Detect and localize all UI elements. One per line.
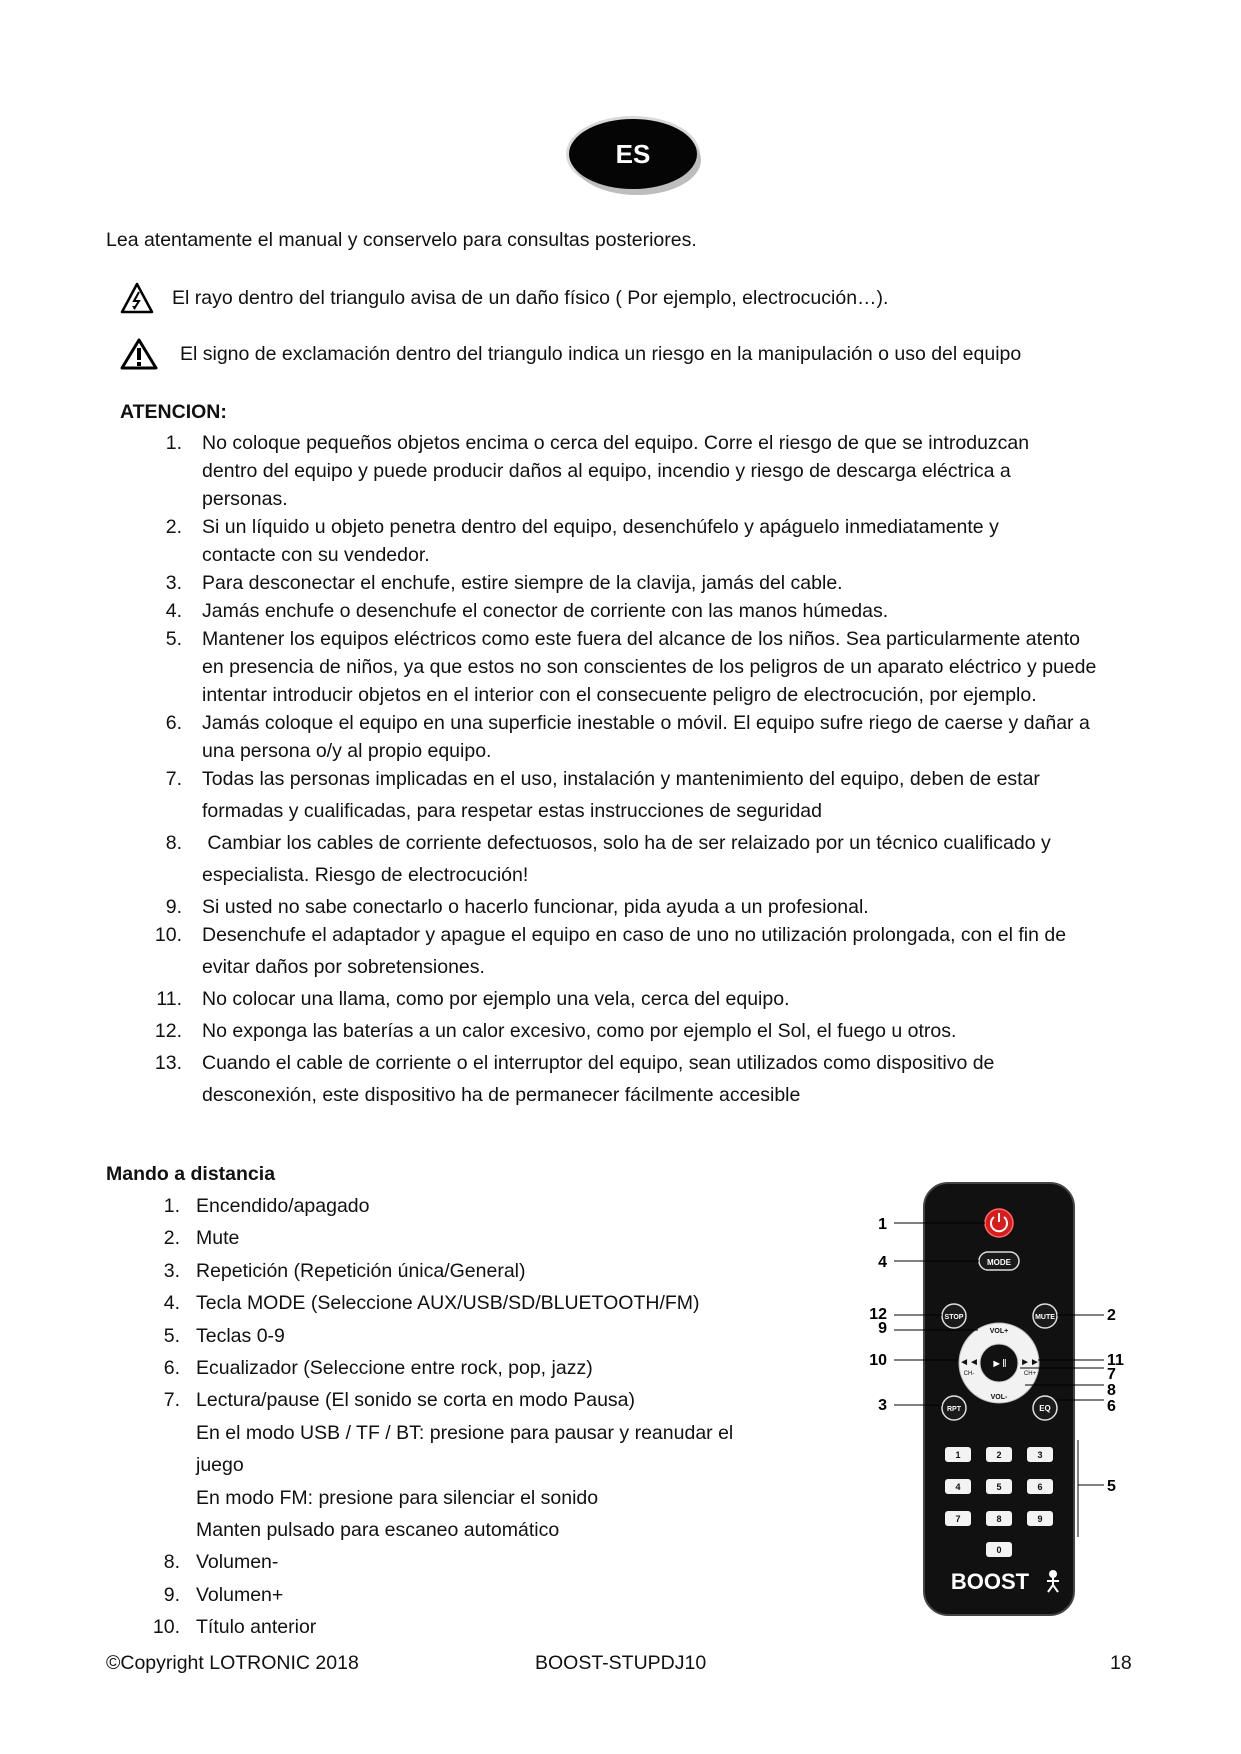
list-item-number: 3. <box>163 1259 180 1282</box>
list-item-number: 8. <box>163 1551 180 1574</box>
list-item-text: Encendido/apagado <box>196 1195 370 1217</box>
list-item-text: Volumen+ <box>196 1583 284 1606</box>
callout-number: 6 <box>1107 1398 1116 1415</box>
list-item-number: 10. <box>154 924 182 946</box>
digit-label: 3 <box>1037 1450 1043 1460</box>
list-item-text: Ecualizador (Seleccione entre rock, pop, jazz) <box>196 1356 593 1379</box>
list-item-number: 1. <box>163 1195 180 1217</box>
repeat-label: RPT <box>947 1406 961 1413</box>
list-item-number: 6. <box>165 712 182 734</box>
list-item-line: personas. <box>202 488 288 510</box>
list-item-number: 1. <box>165 432 182 454</box>
digit-label: 0 <box>996 1545 1002 1555</box>
mode-label: MODE <box>987 1258 1011 1267</box>
list-item-continuation: Manten pulsado para escaneo automático <box>196 1518 560 1541</box>
list-item <box>150 1287 790 1319</box>
list-item-continuation: En el modo USB / TF / BT: presione para pausar y reanudar el <box>196 1421 734 1444</box>
list-item-continuation: En modo FM: presione para silenciar el sonido <box>196 1486 599 1509</box>
vol-plus-label: VOL+ <box>989 1328 1009 1335</box>
list-item-number: 5. <box>163 1324 180 1347</box>
attention-title: ATENCION: <box>120 401 227 423</box>
list-item-number: 2. <box>165 516 182 538</box>
list-item <box>150 1579 790 1611</box>
language-badge: ES <box>569 119 697 189</box>
callout-number: 12 <box>869 1306 887 1323</box>
list-item-line: Para desconectar el enchufe, estire siempre de la clavija, jamás del cable. <box>202 572 843 594</box>
list-item <box>138 893 1148 921</box>
prev-icon: ◄◄ <box>959 1357 979 1368</box>
list-item-number: 7. <box>165 768 182 790</box>
warning-lightning <box>120 278 888 318</box>
list-item-line: Si un líquido u objeto penetra dentro del equipo, desenchúfelo y apáguelo inmediatamente y <box>202 516 999 538</box>
callout-number: 9 <box>878 1320 887 1337</box>
callout-number: 1 <box>878 1216 887 1233</box>
warning-exclamation-text: El signo de exclamación dentro del triangulo indica un riesgo en la manipulación o uso del equipo <box>180 343 1022 365</box>
callout-number: 5 <box>1107 1478 1116 1495</box>
digit-label: 1 <box>955 1450 961 1460</box>
list-item-line: Si usted no sabe conectarlo o hacerlo funcionar, pida ayuda a un profesional. <box>202 896 869 918</box>
digit-label: 9 <box>1037 1514 1043 1524</box>
list-item <box>150 1384 790 1416</box>
intro-text: Lea atentamente el manual y conservelo para consultas posteriores. <box>106 229 697 251</box>
list-item-number: 12. <box>154 1020 182 1042</box>
list-item-line: No colocar una llama, como por ejemplo una vela, cerca del equipo. <box>202 988 790 1010</box>
callout-number: 8 <box>1107 1382 1116 1399</box>
list-item-line: No exponga las baterías a un calor excesivo, como por ejemplo el Sol, el fuego u otros. <box>202 1020 957 1042</box>
list-item-line: evitar daños por sobretensiones. <box>202 956 485 978</box>
digit-label: 2 <box>996 1450 1002 1460</box>
footer-copyright: ©Copyright LOTRONIC 2018 <box>106 1652 359 1674</box>
list-item <box>138 625 1148 709</box>
list-item-text: Lectura/pause (El sonido se corta en modo Pausa) <box>196 1389 636 1412</box>
list-item-text: Repetición (Repetición única/General) <box>196 1259 526 1282</box>
callout-number: 2 <box>1107 1307 1116 1324</box>
list-item <box>138 1017 1148 1045</box>
list-item-number: 9. <box>163 1583 180 1606</box>
digit-label: 4 <box>955 1482 961 1492</box>
list-item <box>138 765 1148 825</box>
remote-list <box>150 1190 790 1643</box>
list-item <box>150 1255 790 1287</box>
list-item-continuation: juego <box>196 1454 244 1477</box>
list-item <box>138 1049 1148 1109</box>
list-item <box>138 829 1148 889</box>
ch-plus-label: CH+ <box>1023 1371 1037 1377</box>
list-item-number: 9. <box>165 896 182 918</box>
list-item-number: 8. <box>165 832 182 854</box>
list-item-line: Cambiar los cables de corriente defectuosos, solo ha de ser relaizado por un técnico cualificado y <box>202 832 1051 854</box>
footer-model: BOOST-STUPDJ10 <box>535 1652 707 1674</box>
list-item-line: Desenchufe el adaptador y apague el equipo en caso de uno no utilización prolongada, con el fin de <box>202 924 1067 946</box>
list-item <box>138 429 1148 513</box>
eq-label: EQ <box>1039 1404 1051 1413</box>
list-item-line: intentar introducir objetos en el interior con el consecuente peligro de electrocución, por ejemplo. <box>202 684 1037 706</box>
list-item-number: 5. <box>165 628 182 650</box>
exclamation-warning-icon <box>120 338 158 370</box>
list-item-number: 13. <box>154 1052 182 1074</box>
list-item-line: Jamás enchufe o desenchufe el conector de corriente con las manos húmedas. <box>202 600 889 622</box>
list-item-line: Jamás coloque el equipo en una superficie inestable o móvil. El equipo sufre riego de caerse y dañar a <box>202 712 1090 734</box>
brand-logo: BOOST <box>950 1569 1030 1594</box>
remote-section-title: Mando a distancia <box>106 1163 276 1185</box>
list-item <box>138 709 1148 765</box>
digit-label: 7 <box>955 1514 961 1524</box>
list-item <box>138 569 1148 597</box>
attention-list <box>138 429 1148 1109</box>
list-item <box>150 1320 790 1352</box>
digit-label: 8 <box>996 1514 1002 1524</box>
list-item-number: 2. <box>163 1227 180 1250</box>
list-item-number: 7. <box>163 1389 180 1412</box>
list-item <box>150 1222 790 1254</box>
list-item-line: dentro del equipo y puede producir daños al equipo, incendio y riesgo de descarga eléctrica a <box>202 460 1011 482</box>
mute-label: MUTE <box>1035 1314 1055 1321</box>
list-item-line: en presencia de niños, ya que estos no son conscientes de los peligros de un aparato eléctrico y puede <box>202 656 1097 678</box>
list-item <box>150 1190 790 1222</box>
digit-label: 6 <box>1037 1482 1043 1492</box>
warning-exclamation <box>120 334 1021 374</box>
list-item-line: una persona o/y al propio equipo. <box>202 740 492 762</box>
list-item-text: Teclas 0-9 <box>196 1324 285 1347</box>
play-pause-icon: ►‖ <box>991 1358 1007 1370</box>
list-item-line: desconexión, este dispositivo ha de permanecer fácilmente accesible <box>202 1084 801 1106</box>
next-icon: ►► <box>1020 1357 1040 1368</box>
list-item-number: 3. <box>165 572 182 594</box>
list-item <box>150 1352 790 1384</box>
list-item-text: Mute <box>196 1227 240 1250</box>
list-item-line: formadas y cualificadas, para respetar estas instrucciones de seguridad <box>202 800 822 822</box>
list-item-text: Título anterior <box>196 1616 317 1639</box>
stop-label: STOP <box>944 1314 964 1321</box>
list-item <box>150 1546 790 1578</box>
remote-control-illustration <box>860 1180 1130 1620</box>
digit-label: 5 <box>996 1482 1002 1492</box>
list-item-number: 11. <box>156 988 182 1010</box>
list-item-number: 4. <box>165 600 182 622</box>
warning-lightning-text: El rayo dentro del triangulo avisa de un daño físico ( Por ejemplo, electrocución…). <box>172 287 889 309</box>
callout-number: 7 <box>1107 1366 1116 1383</box>
ch-minus-label: CH- <box>963 1371 975 1377</box>
callout-number: 10 <box>869 1352 887 1369</box>
list-item <box>138 513 1148 569</box>
list-item-line: No coloque pequeños objetos encima o cerca del equipo. Corre el riesgo de que se introduzcan <box>202 432 1030 454</box>
list-item-line: Todas las personas implicadas en el uso, instalación y mantenimiento del equipo, deben de estar <box>202 768 1040 790</box>
list-item-line: especialista. Riesgo de electrocución! <box>202 864 529 886</box>
lightning-warning-icon <box>120 282 154 314</box>
callout-number: 3 <box>878 1397 887 1414</box>
list-item-number: 4. <box>163 1292 180 1315</box>
list-item-number: 10. <box>152 1616 180 1639</box>
list-item-line: contacte con su vendedor. <box>202 544 430 566</box>
list-item <box>138 985 1148 1013</box>
list-item-text: Tecla MODE (Seleccione AUX/USB/SD/BLUETOOTH/FM) <box>196 1292 700 1315</box>
list-item <box>138 597 1148 625</box>
list-item <box>150 1611 790 1643</box>
footer-page-number: 18 <box>1110 1652 1132 1674</box>
list-item-number: 6. <box>163 1356 180 1379</box>
list-item-line: Cuando el cable de corriente o el interruptor del equipo, sean utilizados como dispositivo de <box>202 1052 995 1074</box>
list-item-text: Volumen- <box>196 1551 279 1574</box>
list-item-line: Mantener los equipos eléctricos como este fuera del alcance de los niños. Sea particularmente atento <box>202 628 1081 650</box>
callout-number: 4 <box>878 1254 887 1271</box>
vol-minus-label: VOL- <box>990 1394 1008 1401</box>
list-item <box>138 921 1148 981</box>
callout-number: 11 <box>1107 1352 1124 1369</box>
